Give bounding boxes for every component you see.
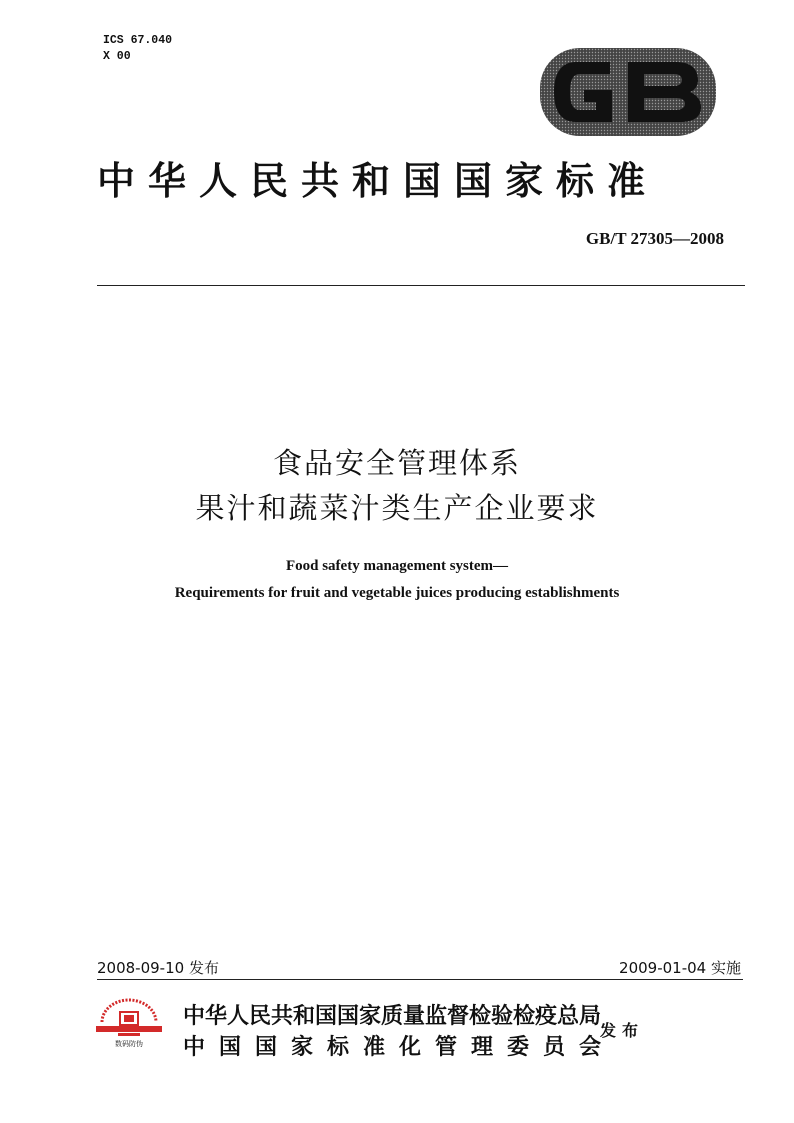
- english-title-line-2: Requirements for fruit and vegetable juices producing establishments: [174, 585, 620, 601]
- category-code: X 00: [103, 50, 131, 63]
- ics-code: ICS 67.040: [103, 34, 173, 47]
- issue-date: 2008-09-10 发布: [97, 959, 219, 977]
- english-title-line-1: Food safety management system—: [285, 558, 509, 574]
- national-standard-title: 中华人民共和国国家标准: [97, 158, 659, 203]
- issuer-line-1: 中华人民共和国国家质量监督检验检疫总局: [183, 1003, 602, 1029]
- publish-label: 发布: [600, 1021, 645, 1040]
- chinese-title-line-1: 食品安全管理体系: [272, 446, 521, 480]
- seal-caption: 数码防伪: [115, 1040, 143, 1048]
- chinese-title-line-2: 果汁和蔬菜汁类生产企业要求: [195, 491, 599, 525]
- classification-codes: [103, 33, 172, 65]
- gb-logo-icon: [540, 48, 716, 136]
- standard-number: GB/T 27305—2008: [585, 229, 724, 248]
- issuer-line-2: 中国国家标准化管理委员会: [183, 1034, 616, 1060]
- footer-divider: [97, 979, 743, 980]
- implementation-date: 2009-01-04 实施: [619, 959, 741, 977]
- header-divider: [97, 285, 745, 286]
